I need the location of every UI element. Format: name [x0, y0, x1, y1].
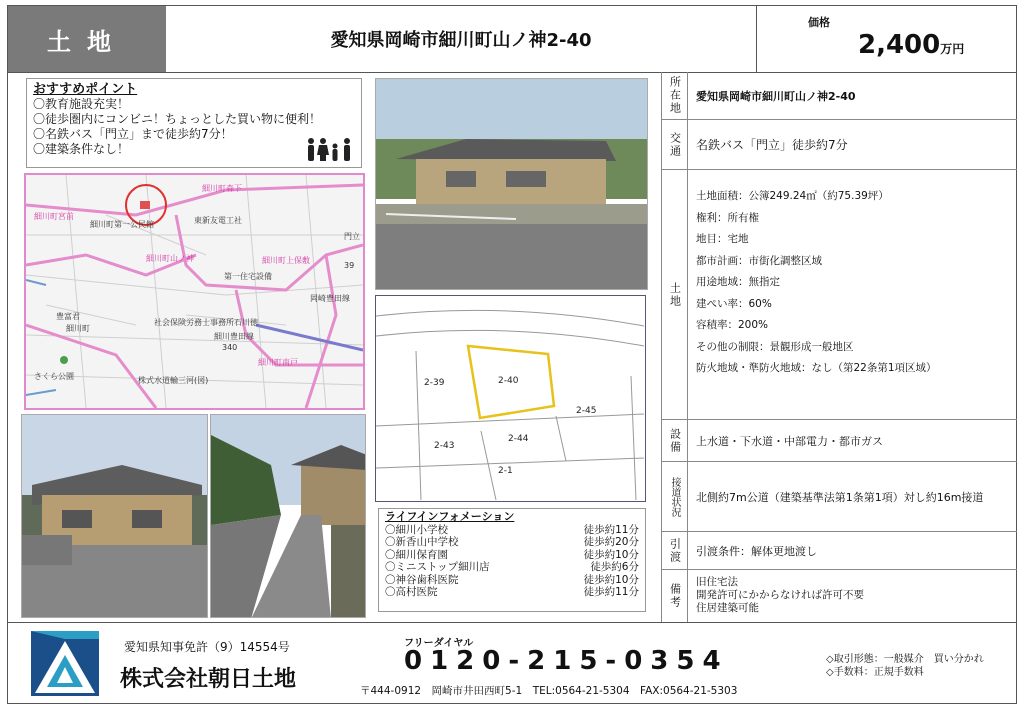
lifeline-row — [385, 524, 639, 537]
spec-row-land — [662, 170, 1017, 420]
license-number: 愛知県知事免許（9）14554号 — [124, 640, 290, 654]
footer-divider — [8, 622, 1016, 623]
lot-label: 2-44 — [508, 434, 529, 444]
free-dial-number: 0120-215-0354 — [404, 646, 729, 676]
deal-info — [826, 653, 984, 679]
deal-type: ◇取引形態：一般媒介 買い分かれ — [826, 654, 984, 665]
lot-label: 2-39 — [424, 378, 445, 388]
lot-label: 2-43 — [434, 441, 455, 451]
facility-distance: 徒歩約20分 — [583, 536, 639, 548]
map-label: さくら公園 — [34, 372, 74, 381]
map-roads — [26, 175, 363, 408]
price — [858, 30, 964, 60]
map-label: 細川町 — [66, 324, 90, 333]
land-detail: 防火地域・準防火地域：なし（第22条第1項区域） — [696, 362, 937, 374]
land-detail: 権利：所有権 — [696, 211, 759, 224]
lifeline-row — [385, 574, 639, 587]
lifeline-row — [385, 549, 639, 562]
land-detail: 用途地域：無指定 — [696, 276, 780, 288]
lot-label-target: 2-40 — [498, 376, 519, 386]
map-label: 細川町南戸 — [258, 358, 298, 367]
spec-row-remarks — [662, 570, 1017, 622]
spec-row-facilities — [662, 420, 1017, 462]
spec-value: 愛知県岡崎市細川町山ノ神2-40 — [696, 89, 856, 103]
spec-head: 土地 — [662, 170, 688, 419]
facility-name: 〇高村医院 — [385, 586, 438, 598]
spec-head: 備考 — [662, 570, 688, 622]
map-label: 社会保険労務士事務所石川徳 — [154, 318, 258, 327]
spec-value: 引渡条件：解体更地渡し — [696, 544, 817, 558]
lot-label: 2-45 — [576, 406, 597, 416]
land-details — [696, 186, 937, 380]
area-map — [24, 173, 365, 410]
facility-distance: 徒歩約10分 — [583, 548, 639, 561]
facility-name: 〇神谷歯科医院 — [385, 573, 459, 586]
facility-name: 〇細川小学校 — [385, 523, 448, 536]
facility-distance: 徒歩約11分 — [583, 523, 639, 536]
map-label: 岡崎豊田線 — [310, 294, 350, 303]
company-name: 株式会社朝日土地 — [120, 667, 297, 692]
recommend-title: おすすめポイント — [33, 82, 138, 97]
land-detail: 地目：宅地 — [696, 233, 749, 245]
house-photo-front — [375, 78, 648, 290]
company-address: 〒444-0912 岡崎市井田西町5-1 TEL:0564-21-5304 FAX:0564-21-5303 — [360, 685, 738, 697]
map-label: 東新友電工社 — [194, 216, 242, 225]
recommend-box — [26, 78, 362, 168]
spec-row-handover — [662, 532, 1017, 570]
facility-distance: 徒歩約6分 — [590, 561, 639, 573]
spec-head: 交通 — [662, 120, 688, 169]
deal-fee: ◇手数料：正規手数料 — [826, 667, 924, 678]
map-label: 細川町山ノ神 — [146, 254, 194, 263]
lifeline-row — [385, 586, 639, 599]
recommend-item: 〇名鉄バス「門立」まで徒歩約7分！ — [33, 127, 233, 141]
house-photo-side — [21, 414, 208, 618]
map-label: 細川町上保敷 — [262, 256, 310, 265]
spec-head: 接道状況 — [662, 462, 688, 531]
lot-label: 2-1 — [498, 466, 513, 476]
map-label: 株式水道輸三河(図) — [138, 376, 209, 385]
map-label: 細川町宮前 — [34, 212, 74, 221]
land-detail: 容積率：200% — [696, 319, 769, 331]
land-detail: その他の制限：景観形成一般地区 — [696, 340, 854, 353]
remark: 旧住宅法 — [696, 576, 738, 588]
spec-row-location — [662, 72, 1017, 120]
lifeline-row — [385, 536, 639, 549]
lifeline-row — [385, 561, 639, 574]
spec-table — [661, 72, 1017, 622]
price-unit: 万円 — [940, 42, 965, 56]
map-label: 豊富君 — [56, 312, 80, 321]
remarks-list — [696, 576, 864, 615]
map-label: 門立 — [344, 232, 360, 241]
spec-row-road — [662, 462, 1017, 532]
land-detail: 土地面積：公簿249.24㎡（約75.39坪） — [696, 190, 889, 202]
lifeline-title: ライフインフォメーション — [385, 510, 515, 523]
free-dial-label: フリーダイヤル — [404, 638, 474, 649]
road-photo — [210, 414, 366, 618]
spec-head: 設備 — [662, 420, 688, 461]
facility-distance: 徒歩約10分 — [583, 573, 639, 586]
company-logo — [31, 631, 99, 696]
recommend-item: 〇建築条件なし！ — [33, 142, 130, 156]
remark: 住居建築可能 — [696, 602, 759, 614]
spec-row-traffic — [662, 120, 1017, 170]
recommend-item: 〇教育施設充実！ — [33, 97, 130, 111]
price-value: 2,400 — [858, 30, 941, 60]
map-label: 39 — [344, 261, 355, 270]
spec-value: 上水道・下水道・中部電力・都市ガス — [696, 434, 883, 448]
map-label: 細川町森下 — [202, 184, 242, 193]
facility-name: 〇ミニストップ細川店 — [385, 561, 490, 573]
category-label: 土地 — [8, 6, 166, 72]
map-label: 第一住宅設備 — [224, 272, 272, 281]
header-address: 愛知県岡崎市細川町山ノ神2-40 — [166, 6, 757, 72]
spec-value: 北側約7m公道（建築基準法第1条第1項）対し約16m接道 — [696, 490, 984, 504]
lifeline-info — [378, 508, 646, 612]
spec-value: 名鉄バス「門立」徒歩約7分 — [696, 138, 848, 152]
land-detail: 都市計画：市街化調整区域 — [696, 254, 822, 267]
recommend-item: 〇徒歩圏内にコンビニ！ちょっとした買い物に便利！ — [33, 112, 322, 126]
lot-plan — [375, 295, 646, 502]
facility-name: 〇新香山中学校 — [385, 536, 459, 548]
spec-head: 所在地 — [662, 72, 688, 119]
price-label: 価格 — [808, 16, 830, 29]
map-label: 細川町第一公民館 — [90, 220, 154, 229]
map-label: 細川豊田線 — [214, 332, 254, 341]
remark: 開発許可にかからなければ許可不要 — [696, 589, 864, 601]
facility-name: 〇細川保育園 — [385, 548, 448, 561]
facility-distance: 徒歩約11分 — [583, 586, 639, 598]
land-detail: 建ぺい率：60% — [696, 297, 772, 310]
map-label: 340 — [222, 343, 238, 352]
spec-head: 引渡 — [662, 532, 688, 569]
family-icon — [305, 137, 355, 163]
